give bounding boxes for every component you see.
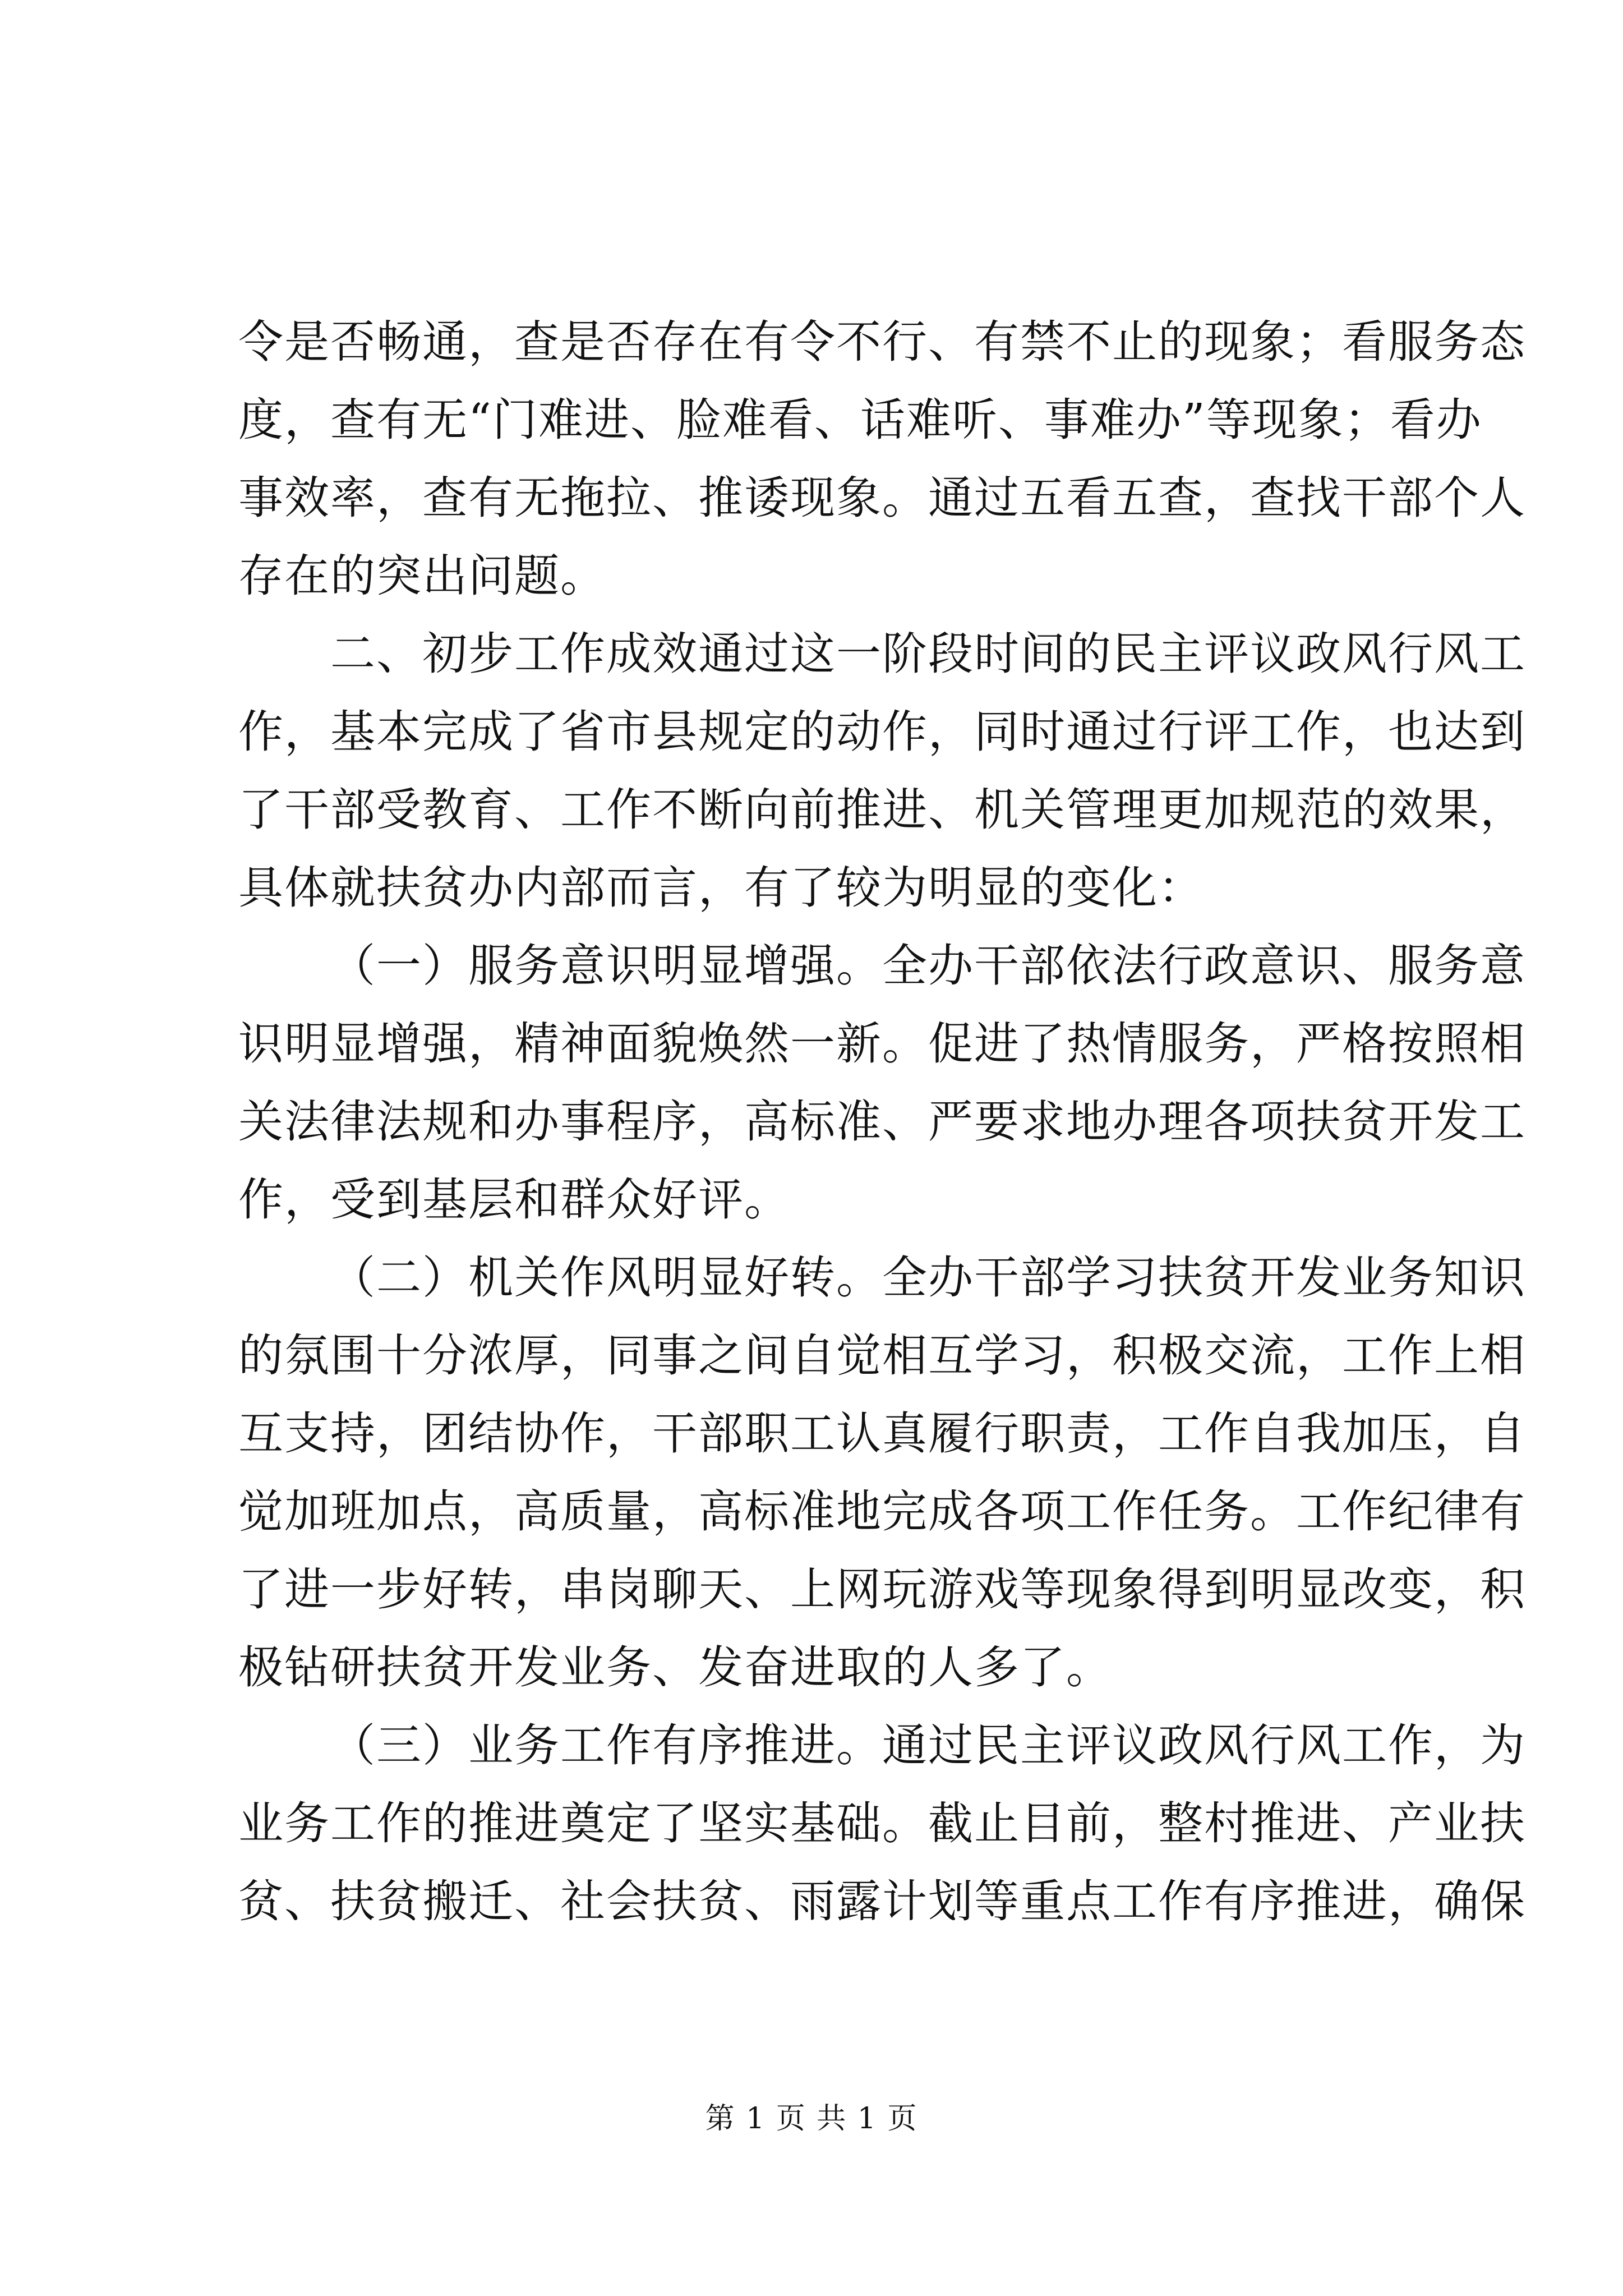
- text-line: 令是否畅通，查是否存在有令不行、有禁不止的现象；看服务态: [238, 316, 1526, 368]
- text-line: （二）机关作风明显好转。全办干部学习扶贫开发业务知识: [330, 1251, 1526, 1304]
- text-line: （三）业务工作有序推进。通过民主评议政风行风工作，为: [330, 1719, 1526, 1772]
- text-line: （一）服务意识明显增强。全办干部依法行政意识、服务意: [330, 940, 1526, 992]
- text-line: 的氛围十分浓厚，同事之间自觉相互学习，积极交流，工作上相: [238, 1329, 1526, 1382]
- text-line: 事效率，查有无拖拉、推诿现象。通过五看五查，查找干部个人: [238, 472, 1526, 524]
- text-line: 识明显增强，精神面貌焕然一新。促进了热情服务，严格按照相: [238, 1018, 1526, 1070]
- page-number-label: 第 1 页 共 1 页: [705, 2102, 918, 2136]
- page-footer: [0, 2101, 1623, 2137]
- text-line: 存在的突出问题。: [238, 550, 606, 602]
- text-line: 业务工作的推进奠定了坚实基础。截止目前，整村推进、产业扶: [238, 1797, 1526, 1849]
- body-paragraphs: [238, 303, 1526, 1940]
- text-line: 了进一步好转，串岗聊天、上网玩游戏等现象得到明显改变，积: [238, 1563, 1526, 1616]
- text-line: 互支持，团结协作，干部职工认真履行职责，工作自我加压，自: [238, 1407, 1526, 1460]
- document-body: [238, 303, 1526, 1940]
- text-line: 觉加班加点，高质量，高标准地完成各项工作任务。工作纪律有: [238, 1485, 1526, 1538]
- text-line: 作，基本完成了省市县规定的动作，同时通过行评工作，也达到: [238, 706, 1526, 758]
- text-line: 二、初步工作成效通过这一阶段时间的民主评议政风行风工: [330, 628, 1526, 680]
- text-line: 作，受到基层和群众好评。: [238, 1174, 790, 1226]
- text-line: 极钻研扶贫开发业务、发奋进取的人多了。: [238, 1641, 1112, 1694]
- text-line: 具体就扶贫办内部而言，有了较为明显的变化：: [238, 862, 1204, 914]
- text-line: 关法律法规和办事程序，高标准、严要求地办理各项扶贫开发工: [238, 1096, 1526, 1148]
- text-line: 贫、扶贫搬迁、社会扶贫、雨露计划等重点工作有序推进，确保: [238, 1875, 1526, 1927]
- text-line: 度，查有无“门难进、脸难看、话难听、事难办”等现象；看办: [238, 394, 1482, 446]
- text-line: 了干部受教育、工作不断向前推进、机关管理更加规范的效果，: [238, 784, 1526, 836]
